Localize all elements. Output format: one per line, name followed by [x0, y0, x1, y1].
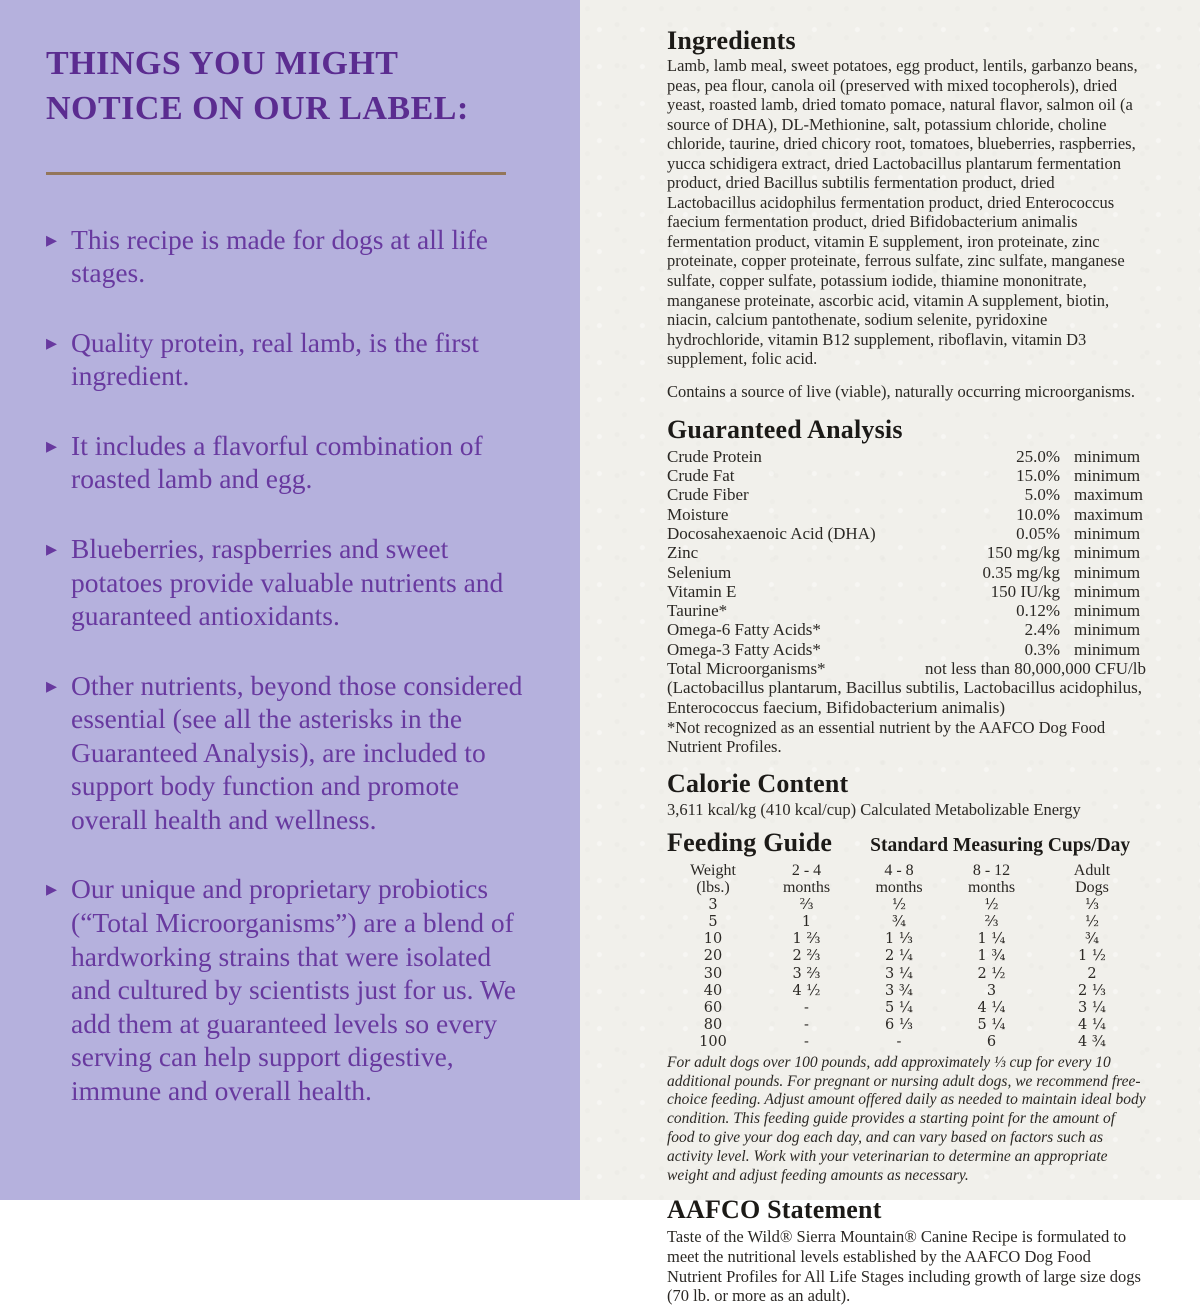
table-cell: 1 ⅓	[885, 931, 913, 948]
list-item	[46, 872, 530, 1107]
table-cell: 60	[703, 1000, 723, 1017]
table-cell: 6	[986, 1034, 997, 1051]
table-cell: 1 ⅔	[792, 931, 821, 948]
nutrient-value: 150 mg/kg	[986, 543, 1060, 563]
nutrient-value: 0.3%	[1024, 639, 1060, 659]
bullet-triangle-icon: ▸	[46, 226, 58, 252]
table-row	[667, 620, 1146, 639]
table-row	[667, 582, 1146, 601]
nutrient-label: Selenium	[667, 562, 732, 582]
table-row	[667, 601, 1146, 620]
ingredients-section	[667, 26, 1146, 402]
table-cell: 4 ½	[792, 982, 821, 999]
table-cell: 5 ¼	[885, 1000, 913, 1017]
table-cell: 2 ⅓	[1078, 982, 1106, 999]
table-cell: 30	[703, 965, 723, 982]
nutrient-label: Total Microorganisms*	[667, 659, 826, 679]
bullet-text: Our unique and proprietary probiotics (“Total Microorganisms”) are a blend of hardworking strains that were isolated and cultured by scientists just for us. We add them at guaranteed levels so every serving can help support digestive, immune and overall health.	[71, 873, 516, 1106]
bullet-triangle-icon: ▸	[46, 432, 58, 458]
nutrient-value: 0.12%	[1016, 601, 1060, 621]
table-row	[667, 640, 1146, 659]
table-row	[667, 505, 1146, 524]
nutrient-label: Taurine*	[667, 601, 728, 621]
nutrient-label: Omega-3 Fatty Acids*	[667, 639, 821, 659]
nutrient-qualifier: minimum	[1074, 523, 1141, 543]
table-cell: 1	[801, 914, 812, 931]
nutrient-value: 2.4%	[1024, 620, 1060, 640]
feeding-guide-header	[667, 828, 1146, 858]
column-header: Weight (lbs.)	[690, 861, 736, 897]
table-cell: 2 ¼	[885, 948, 913, 965]
table-row	[667, 524, 1146, 543]
table-cell: 3	[986, 982, 997, 999]
nutrient-qualifier: minimum	[1074, 620, 1141, 640]
list-item	[46, 429, 530, 496]
bullet-triangle-icon: ▸	[46, 329, 58, 355]
aafco-section	[667, 1195, 1146, 1306]
microorganisms-detail: (Lactobacillus plantarum, Bacillus subtilis, Lactobacillus acidophilus, Enterococcus faecium, Bifidobacterium animalis)	[667, 678, 1142, 717]
table-row	[667, 447, 1146, 466]
nutrient-value: 5.0%	[1024, 485, 1060, 505]
contains-note: Contains a source of live (viable), naturally occurring microorganisms.	[667, 381, 1135, 401]
table-row	[667, 543, 1146, 562]
table-cell: 100	[699, 1034, 727, 1051]
table-cell: 3 ¼	[1078, 1000, 1106, 1017]
nutrient-label: Crude Fat	[667, 466, 735, 486]
calorie-content-heading: Calorie Content	[667, 768, 849, 798]
nutrient-qualifier: minimum	[1074, 562, 1141, 582]
nutrient-value: 0.05%	[1016, 523, 1060, 543]
nutrient-qualifier: minimum	[1074, 543, 1141, 563]
column-header: 4 - 8 months	[875, 861, 923, 897]
nutrient-label: Vitamin E	[667, 581, 737, 601]
column-header: Adult Dogs	[1073, 861, 1111, 897]
calorie-content-section	[667, 769, 1146, 820]
bullet-text: Other nutrients, beyond those considered essential (see all the asterisks in the Guaranteed Analysis), are included to support body function and promote overall health and wellness.	[71, 669, 523, 835]
list-item	[46, 223, 530, 290]
table-cell: 4 ¼	[1078, 1017, 1106, 1034]
calorie-content-body: 3,611 kcal/kg (410 kcal/cup) Calculated Metabolizable Energy	[667, 799, 1081, 819]
guaranteed-analysis-section	[667, 415, 1146, 757]
table-cell: 1 ½	[1078, 948, 1106, 965]
nutrient-label: Crude Protein	[667, 446, 762, 466]
table-row	[667, 466, 1146, 485]
table-cell: -	[804, 1017, 809, 1034]
nutrient-qualifier: minimum	[1074, 601, 1141, 621]
column-header: 2 - 4 months	[782, 861, 831, 897]
table-cell: 3 ¾	[885, 982, 913, 999]
table-cell: 3 ¼	[885, 965, 913, 982]
table-row	[667, 659, 1146, 678]
list-item	[46, 532, 530, 633]
bullet-text: This recipe is made for dogs at all life stages.	[71, 223, 488, 289]
label-details-panel	[580, 0, 1200, 1306]
aafco-heading: AAFCO Statement	[667, 1195, 882, 1225]
bullet-text: Quality protein, real lamb, is the first ingredient.	[71, 326, 479, 392]
table-cell: -	[804, 1000, 809, 1017]
table-cell: ½	[1084, 914, 1100, 931]
left-panel	[0, 0, 580, 1200]
nutrient-label: Zinc	[667, 543, 699, 563]
nutrient-qualifier: maximum	[1074, 485, 1143, 505]
table-cell: ⅔	[984, 914, 999, 931]
table-cell: -	[896, 1034, 902, 1051]
feeding-guide-section	[667, 828, 1146, 1186]
nutrient-value: 15.0%	[1016, 466, 1060, 486]
ingredients-body: Lamb, lamb meal, sweet potatoes, egg product, lentils, garbanzo beans, peas, pea flour, canola oil (preserved with mixed tocopherols), dried yeast, roasted lamb, dried tomato pomace, natural flavor, salmon oil (a source of DHA), DL-Methionine, salt, potassium chloride, choline chloride, taurine, dried chicory root, tomatoes, blueberries, raspberries, yucca schidigera extract, dried Lactobacillus plantarum fermentation product, dried Bacillus subtilis fermentation product, dried Lactobacillus acidophilus fermentation product, dried Enterococcus faecium fermentation product, dried Bifidobacterium animalis fermentation product, vitamin E supplement, iron proteinate, zinc proteinate, copper proteinate, ferrous sulfate, zinc sulfate, manganese sulfate, copper sulfate, potassium iodide, thiamine mononitrate, manganese proteinate, ascorbic acid, vitamin A supplement, biotin, niacin, calcium pantothenate, sodium selenite, pyridoxine hydrochloride, vitamin B12 supplement, riboflavin, vitamin D3 supplement, folic acid.	[667, 56, 1138, 369]
divider-rule	[46, 172, 506, 175]
table-cell: 2	[1087, 965, 1097, 982]
table-cell: 1 ¼	[977, 931, 1006, 948]
table-cell: ¾	[1084, 931, 1100, 948]
aafco-body: Taste of the Wild® Sierra Mountain® Canine Recipe is formulated to meet the nutritional levels established by the AAFCO Dog Food Nutrient Profiles for All Life Stages including growth of large size dogs (70 lb. or more as an adult).	[667, 1227, 1141, 1306]
nutrient-label: Moisture	[667, 504, 729, 524]
guaranteed-analysis-table	[667, 447, 1146, 757]
table-cell: 20	[703, 948, 723, 965]
table-cell: 5 ¼	[977, 1017, 1006, 1034]
ingredients-heading: Ingredients	[667, 26, 796, 55]
bullet-text: It includes a flavorful combination of roasted lamb and egg.	[71, 429, 483, 495]
table-cell: ¾	[891, 914, 907, 931]
feeding-guide-subheading: Standard Measuring Cups/Day	[870, 834, 1131, 856]
nutrient-value: 150 IU/kg	[990, 581, 1060, 601]
nutrient-qualifier: minimum	[1074, 446, 1141, 466]
feeding-guide-table	[667, 862, 1146, 1052]
left-panel-heading: THINGS YOU MIGHT NOTICE ON OUR LABEL:	[46, 45, 469, 127]
table-cell: ½	[984, 896, 999, 913]
feeding-guide-heading: Feeding Guide	[667, 827, 833, 857]
nutrient-value: 25.0%	[1016, 446, 1060, 466]
bullet-triangle-icon: ▸	[46, 536, 58, 562]
asterisk-footnote: *Not recognized as an essential nutrient by the AAFCO Dog Food Nutrient Profiles.	[667, 717, 1106, 756]
table-cell: 2 ⅔	[792, 948, 821, 965]
table-cell: 5	[708, 914, 718, 931]
nutrient-label: Crude Fiber	[667, 485, 749, 505]
nutrient-value: 10.0%	[1016, 504, 1060, 524]
table-row	[667, 485, 1146, 504]
table-cell: 2 ½	[977, 965, 1006, 982]
table-cell: -	[804, 1034, 809, 1051]
nutrient-qualifier: maximum	[1074, 504, 1143, 524]
highlights-list	[46, 223, 530, 1107]
table-cell: 10	[703, 931, 723, 948]
nutrient-value: not less than 80,000,000 CFU/lb	[924, 659, 1146, 679]
nutrient-qualifier: minimum	[1074, 639, 1141, 659]
table-cell: 80	[703, 1017, 723, 1034]
bullet-triangle-icon: ▸	[46, 672, 58, 698]
table-cell: 6 ⅓	[885, 1017, 913, 1034]
nutrient-qualifier: minimum	[1074, 581, 1141, 601]
table-cell: ½	[891, 896, 907, 913]
nutrient-label: Docosahexaenoic Acid (DHA)	[667, 523, 876, 543]
table-row	[667, 563, 1146, 582]
table-cell: 4 ¾	[1078, 1034, 1106, 1051]
table-cell: 40	[703, 982, 723, 999]
table-cell: 3 ⅔	[792, 965, 821, 982]
nutrient-label: Omega-6 Fatty Acids*	[667, 620, 821, 640]
guaranteed-analysis-heading: Guaranteed Analysis	[667, 414, 903, 444]
table-cell: ⅓	[1084, 896, 1100, 913]
nutrient-value: 0.35 mg/kg	[982, 562, 1060, 582]
table-cell: 1 ¾	[977, 948, 1006, 965]
feeding-guide-note: For adult dogs over 100 pounds, add approximately ⅓ cup for every 10 additional pounds. For pregnant or nursing adult dogs, we recommend free-choice feeding. Adjust amount offered daily as needed to maintain ideal body condition. This feeding guide provides a starting point for the amount of food to give your dog each day, and can vary based on factors such as activity level. Work with your veterinarian to determine an appropriate weight and adjust feeding amounts as necessary.	[667, 1053, 1146, 1185]
list-item	[46, 326, 530, 393]
nutrient-qualifier: minimum	[1074, 466, 1141, 486]
table-cell: 3	[708, 896, 718, 913]
table-cell: ⅔	[799, 896, 814, 913]
list-item	[46, 669, 530, 837]
column-header: 8 - 12 months	[967, 861, 1016, 897]
table-cell: 4 ¼	[977, 1000, 1006, 1017]
bullet-text: Blueberries, raspberries and sweet potatoes provide valuable nutrients and guaranteed antioxidants.	[71, 533, 504, 632]
bullet-triangle-icon: ▸	[46, 876, 58, 902]
